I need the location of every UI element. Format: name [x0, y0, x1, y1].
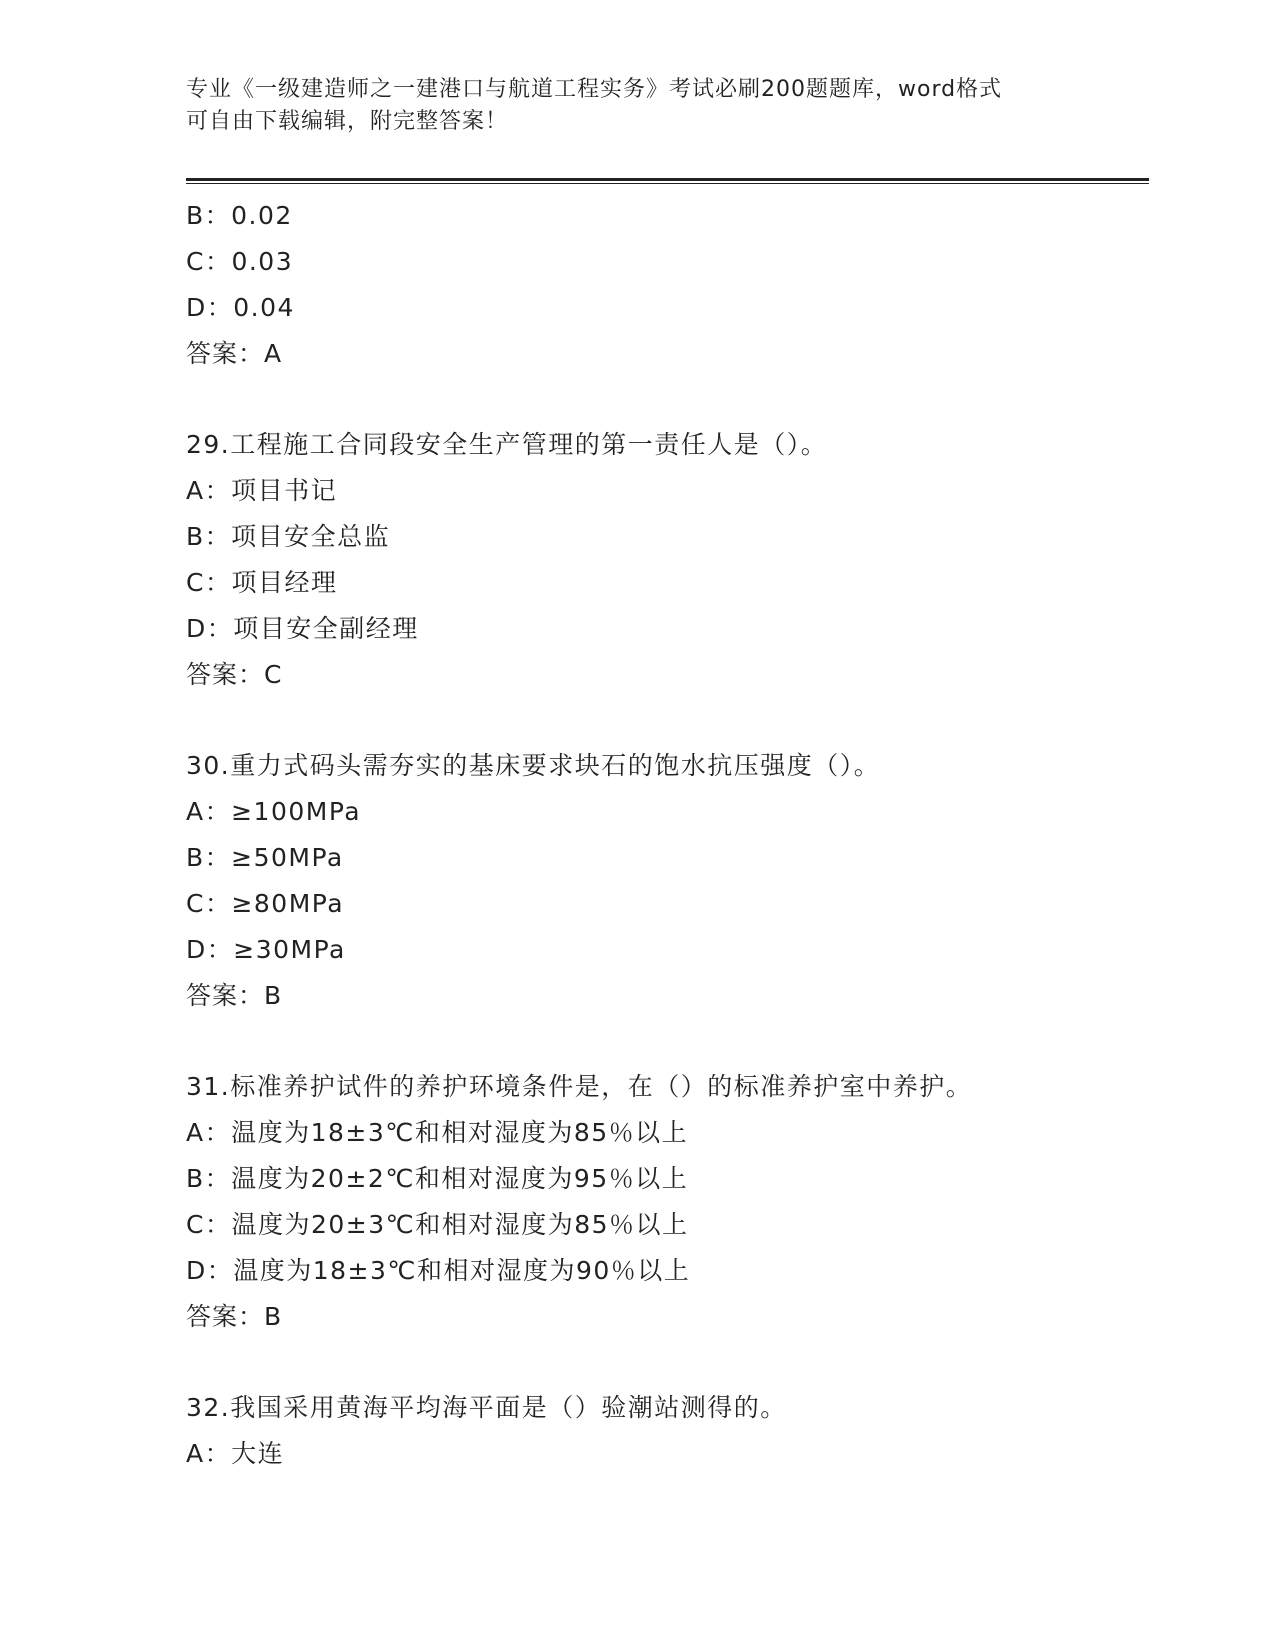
option-d: D：≥30MPa — [186, 935, 346, 964]
question-stem: 31.标准养护试件的养护环境条件是，在（）的标准养护室中养护。 — [186, 1072, 973, 1101]
option-c: C：温度为20±3℃和相对湿度为85％以上 — [186, 1210, 689, 1239]
option-c: C：≥80MPa — [186, 889, 345, 918]
answer-line: 答案：B — [186, 1302, 283, 1331]
header-rule-thin — [186, 183, 1149, 184]
header-rule-thick — [186, 178, 1149, 181]
option-c: C：项目经理 — [186, 568, 338, 597]
option-d: D：项目安全副经理 — [186, 614, 419, 643]
option-b: B：0.02 — [186, 201, 293, 230]
question-stem: 32.我国采用黄海平均海平面是（）验潮站测得的。 — [186, 1393, 787, 1422]
option-b: B：≥50MPa — [186, 843, 344, 872]
answer-line: 答案：A — [186, 339, 283, 368]
question-28-tail — [186, 193, 1146, 377]
question-29 — [186, 422, 1146, 698]
answer-line: 答案：C — [186, 660, 283, 689]
header-line-2: 可自由下载编辑，附完整答案！ — [186, 109, 509, 134]
option-a: A：温度为18±3℃和相对湿度为85％以上 — [186, 1118, 689, 1147]
option-c: C：0.03 — [186, 247, 294, 276]
question-31 — [186, 1064, 1146, 1340]
option-a: A：≥100MPa — [186, 797, 362, 826]
answer-line: 答案：B — [186, 981, 283, 1010]
option-b: B：项目安全总监 — [186, 522, 391, 551]
option-b: B：温度为20±2℃和相对湿度为95％以上 — [186, 1164, 689, 1193]
question-30 — [186, 743, 1146, 1019]
question-stem: 30.重力式码头需夯实的基床要求块石的饱水抗压强度（）。 — [186, 751, 881, 780]
header-line-1: 专业《一级建造师之一建港口与航道工程实务》考试必刷200题题库，word格式 — [186, 77, 1003, 102]
option-a: A：大连 — [186, 1439, 285, 1468]
question-32 — [186, 1385, 1146, 1477]
question-list — [186, 193, 1146, 1477]
option-a: A：项目书记 — [186, 476, 338, 505]
document-header — [186, 74, 1086, 138]
question-stem: 29.工程施工合同段安全生产管理的第一责任人是（）。 — [186, 430, 828, 459]
option-d: D：0.04 — [186, 293, 295, 322]
option-d: D：温度为18±3℃和相对湿度为90％以上 — [186, 1256, 691, 1285]
